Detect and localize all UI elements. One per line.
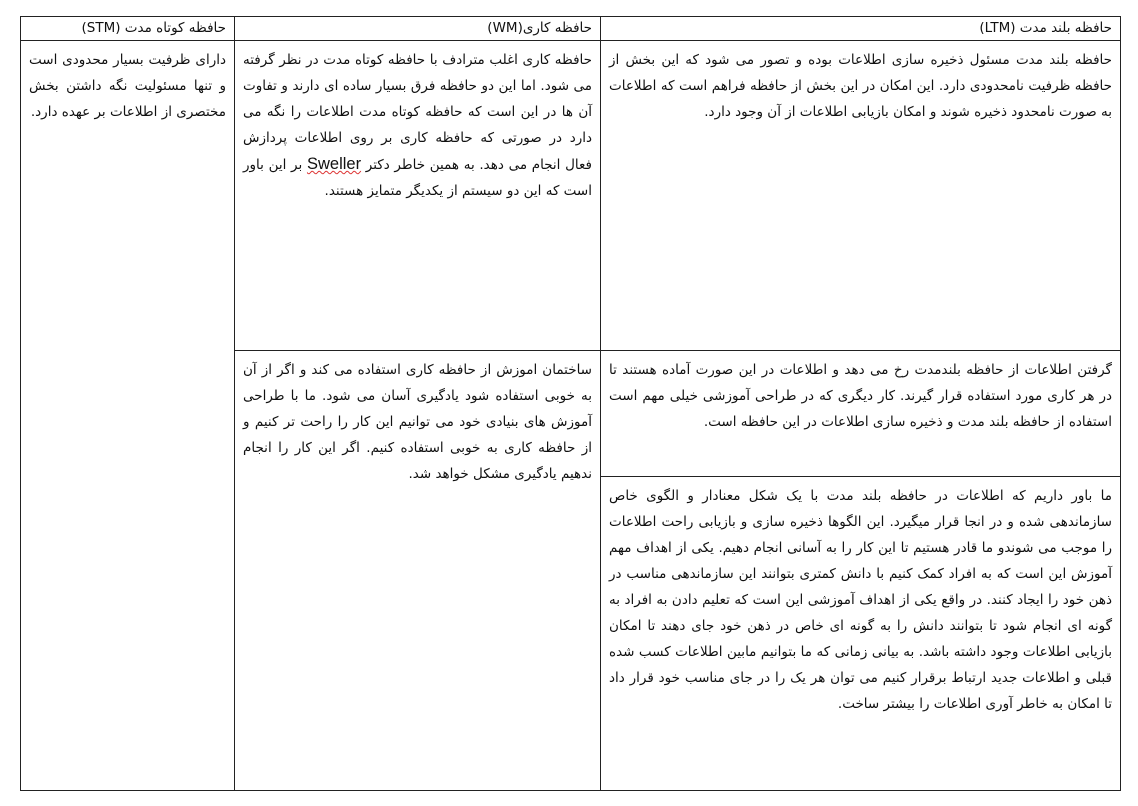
- wm-cell-1: [235, 41, 601, 351]
- stm-cell: دارای ظرفیت بسیار محدودی است و تنها مسئولیت نگه داشتن بخش مختصری از اطلاعات بر عهده دارد.: [21, 41, 235, 791]
- ltm-cell-3: ما باور داریم که اطلاعات در حافظه بلند مدت با یک شکل معنادار و الگوی خاص سازماندهی شده و در انجا قرار میگیرد. این الگوها ذخیره سازی و بازیابی راحت اطلاعات را موجب می شوندو ما قادر هستیم تا این کار را به آسانی انجام دهیم. یکی از اهداف مهم آموزش این است که به افراد کمک کنیم با دانش کمتری بتوانند این سازماندهی مناسب در ذهن خود را ایجاد کنند. در واقع یکی از اهداف آموزشی این است که تعلیم دادن به افراد به گونه ای انجام شود تا بتوانند دانش را به گونه ای خاص در ذهن خود جای دهند تا امکان بازیابی اطلاعات وجود داشته باشد. به بیانی زمانی که ما بتوانیم مابین اطلاعات کسب شده قبلی و اطلاعات جدید ارتباط برقرار کنیم می توان هر یک را در جای مناسب خود قرار داد تا امکان به خاطر آوری اطلاعات را بیشتر ساخت.: [601, 477, 1121, 791]
- wm-text-part1: حافظه کاری اغلب مترادف با حافظه کوتاه مدت در نظر گرفته می شود. اما این دو حافظه فرق بسیار ساده ای دارند و تفاوت آن ها در این است که حافظه کوتاه مدت اطلاعات را نگه می دارد در صورتی که حافظه کاری بر روی اطلاعات پردازش فعال انجام می دهد. به همین خاطر دکتر: [243, 52, 593, 173]
- memory-comparison-table: [20, 16, 1121, 791]
- header-stm: حافظه کوتاه مدت (STM): [21, 17, 235, 41]
- header-row: [21, 17, 1121, 41]
- header-ltm: حافظه بلند مدت (LTM): [601, 17, 1121, 41]
- header-wm: حافظه کاری(WM): [235, 17, 601, 41]
- table-row: [21, 41, 1121, 351]
- wm-cell-2: ساختمان اموزش از حافظه کاری استفاده می کند و اگر از آن به خوبی استفاده شود یادگیری آسان می شود. ما با طراحی آموزش های بنیادی خود می توانیم این کار را راحت تر کنیم و از حافظه کاری به خوبی استفاده کنیم. اگر این کار را انجام ندهیم یادگیری مشکل خواهد شد.: [235, 351, 601, 791]
- sweller-name: Sweller: [306, 155, 362, 173]
- ltm-cell-2: گرفتن اطلاعات از حافظه بلندمدت رخ می دهد و اطلاعات در این صورت آماده هستند تا در هر کاری مورد استفاده قرار گیرند. کار دیگری که در طراحی آموزشی خیلی مهم است استفاده از حافظه بلند مدت و ذخیره سازی اطلاعات در این حافظه است.: [601, 351, 1121, 477]
- wm-text-part2: بر این باور است که این دو سیستم از یکدیگر متمایز هستند.: [243, 157, 592, 199]
- ltm-cell-1: حافظه بلند مدت مسئول ذخیره سازی اطلاعات بوده و تصور می شود که این بخش از حافظه ظرفیت نامحدودی دارد. این امکان در این بخش از حافظه فراهم است که اطلاعات به صورت نامحدود ذخیره شوند و امکان بازیابی اطلاعات از آن وجود دارد.: [601, 41, 1121, 351]
